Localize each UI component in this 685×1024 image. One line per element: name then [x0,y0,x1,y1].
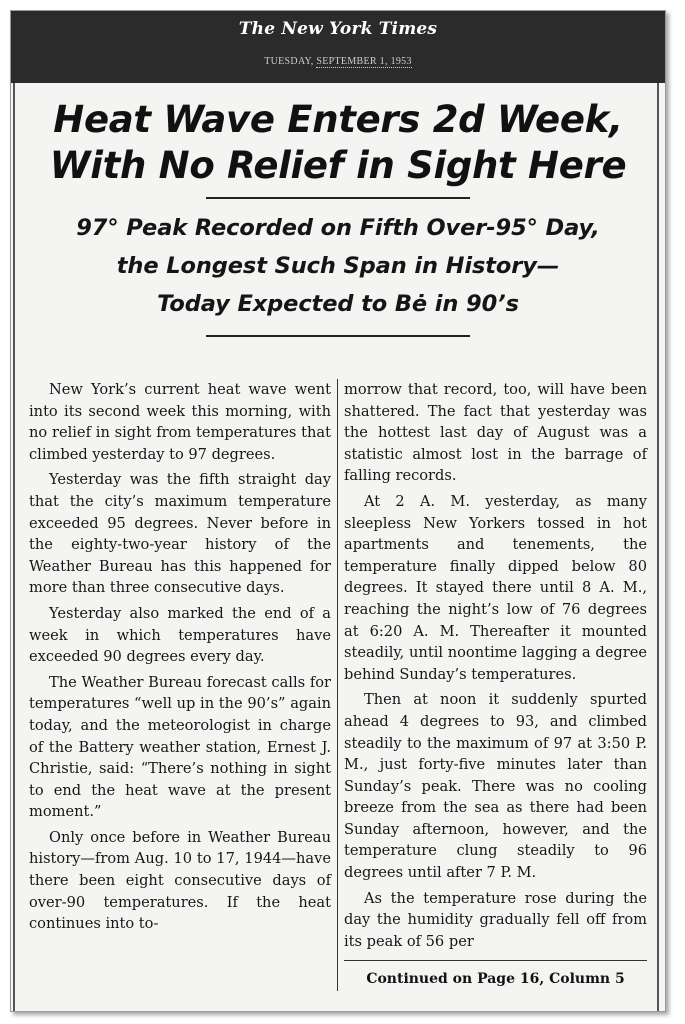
deck-line: 97° Peak Recorded on Fifth Over-95° Day, [76,215,600,241]
article-body [23,379,651,991]
nyt-logo[interactable]: The New York Times [238,19,438,39]
paragraph: At 2 A. M. yesterday, as many sleepless New Yorkers tossed in hot apartments and tenements, the temperature finally dipped below 80 degrees. It stayed there until 8 A. M., reaching the night’s low of 76 degrees at 6:20 A. M. Thereafter it mounted steadily, until noontime lagging a degree behind Sunday’s temperatures. [344,492,647,683]
column-left [23,379,337,991]
headline: Heat Wave Enters 2d Week, With No Relief in Sight Here [49,98,627,187]
paragraph: morrow that record, too, will have been shattered. The fact that yesterday was the hottest last day of August was a statistic almost lost in the barrage of falling records. [344,381,647,485]
headline-rule [206,197,470,199]
masthead [11,11,665,83]
clipping-frame [10,10,666,1012]
paragraph: Only once before in Weather Bureau history—from Aug. 10 to 17, 1944—have there been eight consecutive days of over-90 temperatures. If the heat continues into to- [29,828,331,933]
dateline-day: TUESDAY, [264,56,314,67]
deck-line: Today Expected to Bė in 90’s [157,291,519,317]
deck-rule [206,335,470,337]
paragraph: The Weather Bureau forecast calls for temperatures “well up in the 90’s” again today, and the meteorologist in charge of the Battery weather station, Ernest J. Christie, said: “There’s nothing in sight to end the heat wave at the present moment.” [29,673,331,821]
paragraph: Yesterday was the fifth straight day that the city’s maximum temperature exceeded 95 degrees. Never before in the eighty-two-year history of the Weather Bureau has this happened for more than three consecutive days. [29,471,331,597]
article-clipping [11,83,665,1011]
continued-note: Continued on Page 16, Column 5 [344,960,647,991]
paragraph: As the temperature rose during the day the humidity gradually fell off from its peak of 56 per [344,889,647,950]
column-right [337,379,651,991]
deck-line: the Longest Such Span in History— [116,253,560,279]
paragraph: Yesterday also marked the end of a week in which temperatures have exceeded 90 degrees every day. [29,604,331,666]
paragraph: Then at noon it suddenly spurted ahead 4 degrees to 93, and climbed steadily to the maximum of 97 at 3:50 P. M., just forty-five minutes later than Sunday’s peak. There was no cooling breeze from the sea as there had been Sunday afternoon, however, and the temperature clung steadily to 96 degrees until after 7 P. M. [344,691,647,882]
dateline [11,56,665,67]
deck [11,209,665,323]
paragraph: New York’s current heat wave went into its second week this morning, with no relief in sight from temperatures that climbed yesterday to 97 degrees. [29,381,331,463]
dateline-date-link[interactable]: SEPTEMBER 1, 1953 [316,56,412,67]
